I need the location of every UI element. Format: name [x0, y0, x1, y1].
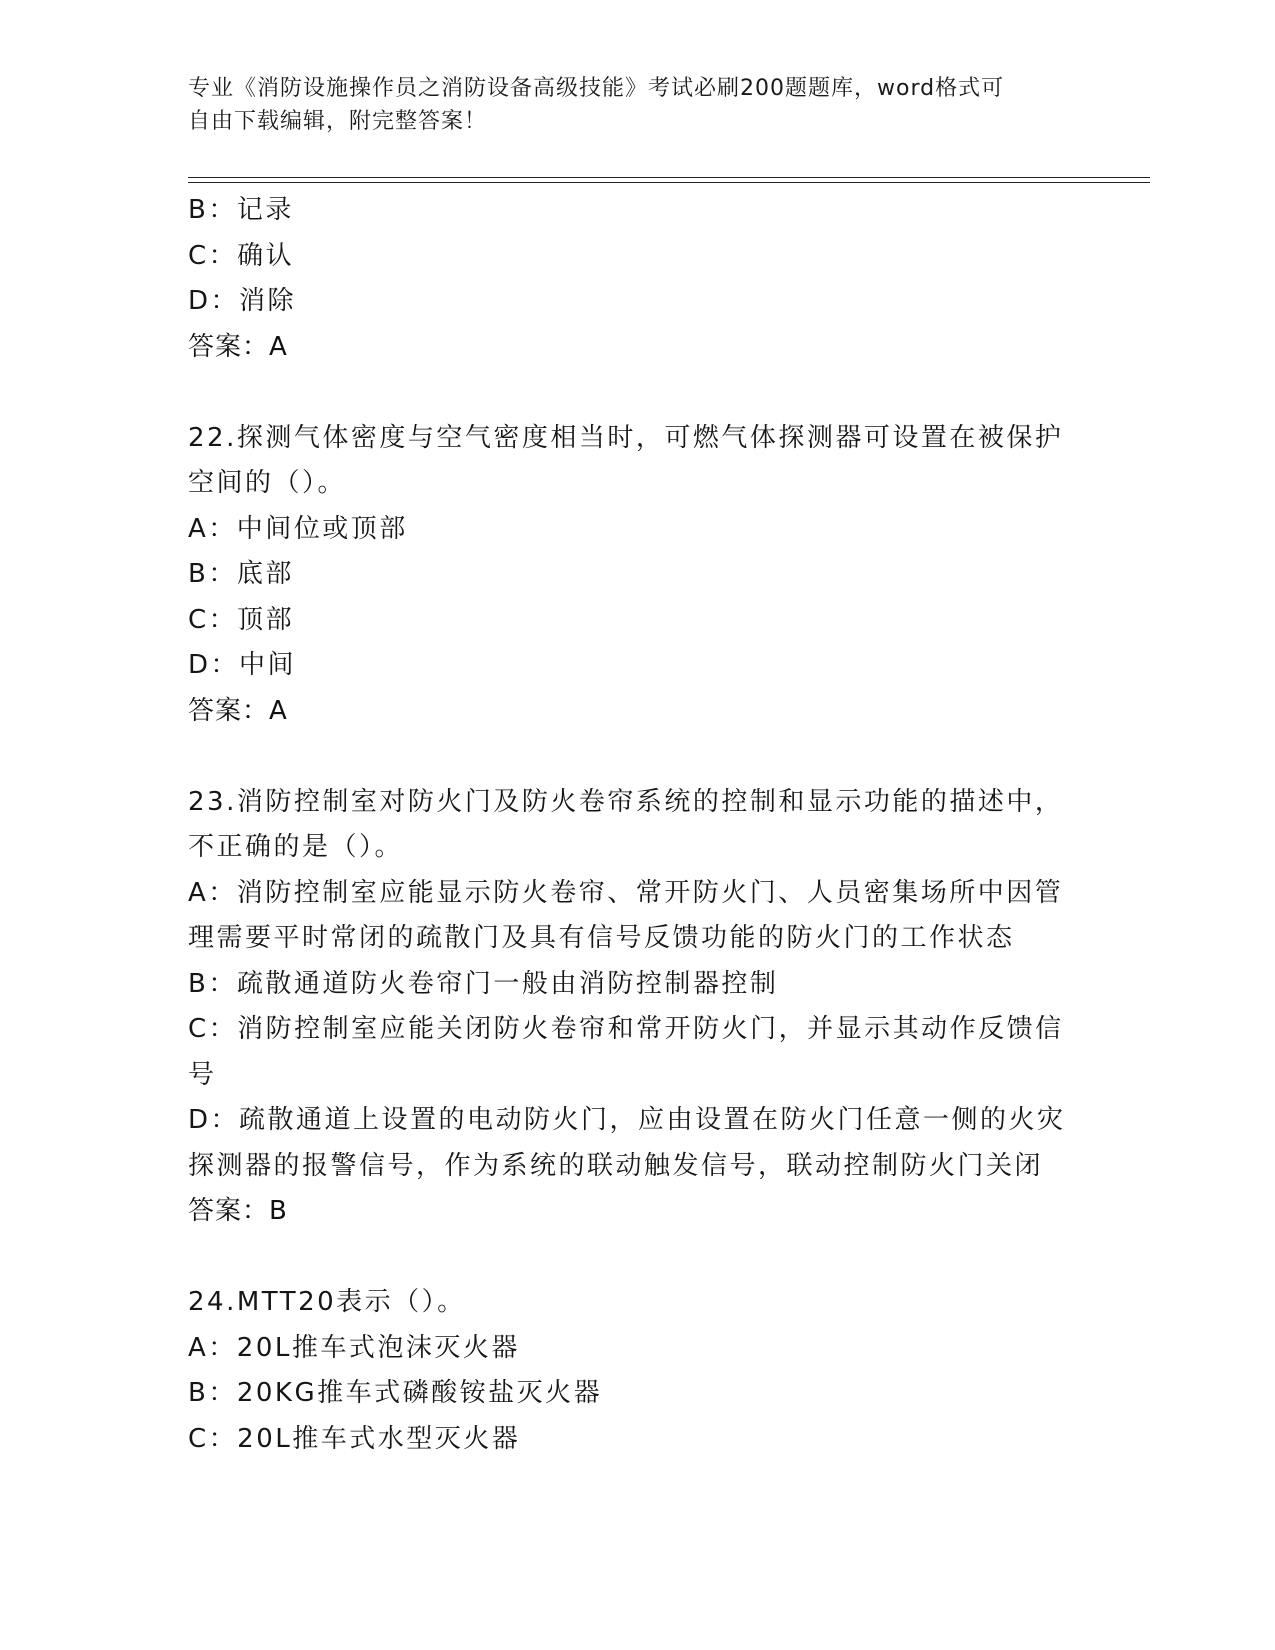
question-24 [188, 1280, 1088, 1462]
option-d: D：中间 [188, 650, 297, 680]
header-line-2: 自由下载编辑，附完整答案！ [188, 109, 488, 134]
question-23 [188, 780, 1088, 1235]
option-b: B：底部 [188, 559, 294, 589]
question-stem: 24.MTT20表示（）。 [188, 1287, 466, 1317]
option-b: B：20KG推车式磷酸铵盐灭火器 [188, 1378, 603, 1408]
option-c: C：消防控制室应能关闭防火卷帘和常开防火门，并显示其动作反馈信 [188, 1014, 1064, 1044]
answer: 答案：B [188, 1196, 288, 1226]
option-c: C：确认 [188, 240, 295, 271]
option-d-continued: 探测器的报警信号，作为系统的联动触发信号，联动控制防火门关闭 [188, 1150, 1044, 1181]
question-list [188, 188, 1088, 1462]
option-b: B：疏散通道防火卷帘门一般由消防控制器控制 [188, 968, 779, 999]
question-stem: 23.消防控制室对防火门及防火卷帘系统的控制和显示功能的描述中， [188, 786, 1064, 817]
option-c: C：20L推车式水型灭火器 [188, 1423, 521, 1454]
option-a: A：20L推车式泡沫灭火器 [188, 1332, 520, 1363]
spacer [188, 370, 1088, 416]
option-b: B：记录 [188, 195, 294, 225]
option-c: C：顶部 [188, 604, 295, 635]
answer: 答案：A [188, 695, 288, 726]
option-c-continued: 号 [188, 1059, 217, 1090]
option-d: D：疏散通道上设置的电动防火门，应由设置在防火门任意一侧的火灾 [188, 1105, 1066, 1135]
header-line-1: 专业《消防设施操作员之消防设备高级技能》考试必刷200题题库，word格式可 [188, 76, 1005, 101]
option-a: A：中间位或顶部 [188, 513, 408, 544]
spacer [188, 734, 1088, 780]
spacer [188, 1235, 1088, 1281]
document-header [188, 72, 1068, 138]
header-divider-bottom [188, 182, 1150, 183]
question-stem: 空间的（）。 [188, 468, 347, 498]
answer: 答案：A [188, 331, 288, 362]
question-22 [188, 416, 1088, 735]
header-divider-top [188, 177, 1150, 178]
option-a: A：消防控制室应能显示防火卷帘、常开防火门、人员密集场所中因管 [188, 877, 1064, 908]
option-a-continued: 理需要平时常闭的疏散门及具有信号反馈功能的防火门的工作状态 [188, 923, 1015, 953]
option-d: D：消除 [188, 286, 297, 316]
question-21-tail [188, 188, 1088, 370]
question-stem: 22.探测气体密度与空气密度相当时，可燃气体探测器可设置在被保护 [188, 422, 1064, 453]
question-stem: 不正确的是（）。 [188, 832, 404, 862]
